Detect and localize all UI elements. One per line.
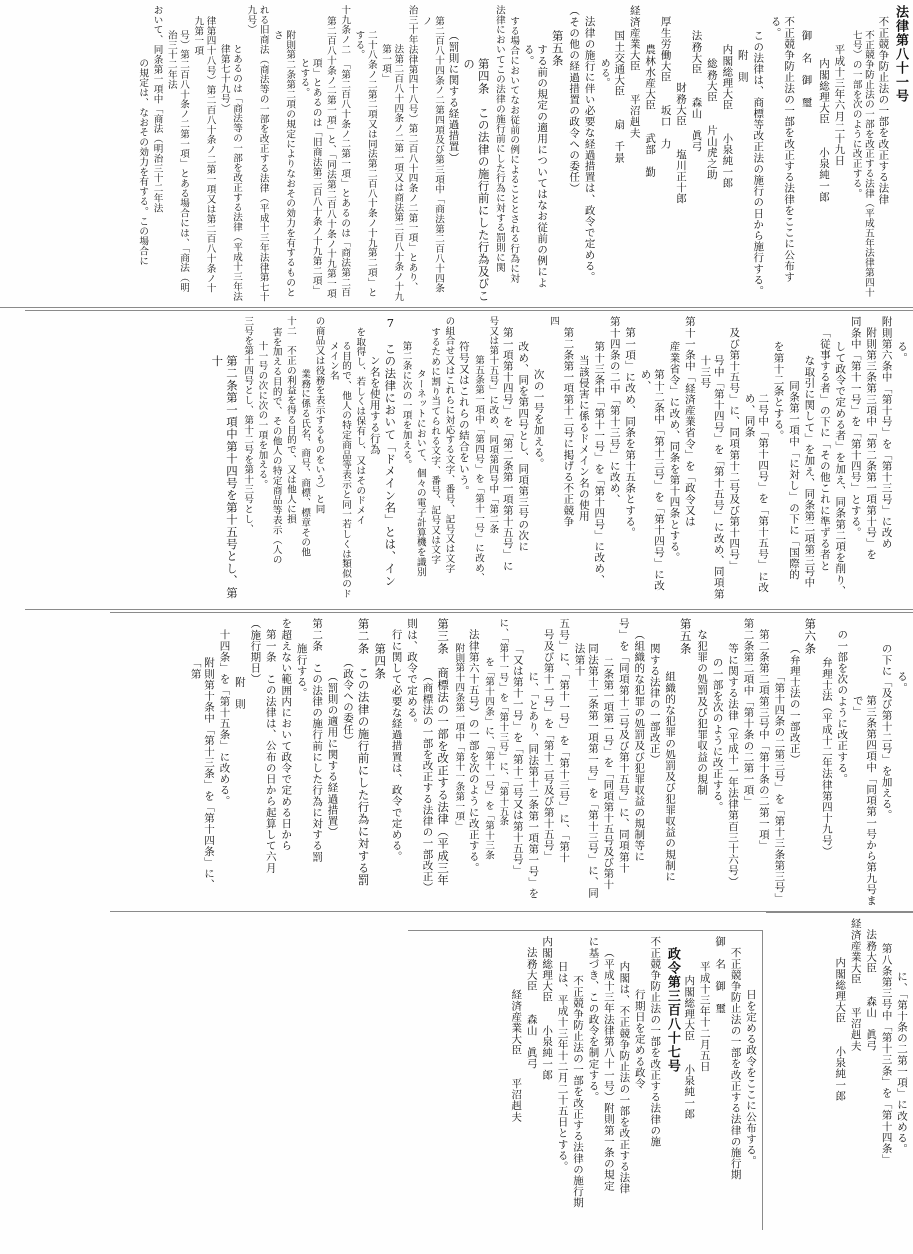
text-column: に、「とあり、同法第十二条第一項第一号」を <box>527 671 540 899</box>
text-column: 平成十三年六月二十九日 <box>833 44 846 167</box>
text-column: 内閣は、不正競争防止法の一部を改正する法律 <box>618 961 631 1195</box>
text-column: 第三条 商標法の一部を改正する法律（平成三年 <box>436 618 451 887</box>
text-column: 同法第十二条第一項第一号」を「第十三号」に、同法第十 <box>573 643 599 899</box>
text-column: 二号中「第十四号」を「第十五号」に改め、同条 <box>743 393 770 593</box>
text-column: この法律は、商標等改正法の施行の日から施行する。 <box>752 30 765 297</box>
text-column: 内閣総理大臣 小泉純一郎 <box>541 936 554 1081</box>
text-column: 内閣総理大臣 小泉純一郎 <box>683 975 696 1120</box>
text-column: 御 名 御 璽 <box>800 30 813 108</box>
text-column: （政令への委任） <box>341 657 354 746</box>
text-column: 号中「第十四号」を「第十五号」に改め、同項第十三号 <box>699 355 725 600</box>
text-column: 第一項」に改め、同条を第十五条とする。 <box>624 327 637 538</box>
text-column: 第一項第十四号」を「第二条第一項第十五号」に <box>501 327 514 572</box>
text-column: 第五条第一項中「第四号」を「第十一号」に改め、 <box>473 355 485 583</box>
text-column: 国土交通大臣 扇 千景 <box>613 30 626 164</box>
text-column: 法務大臣 森山 眞弓 <box>525 947 538 1070</box>
text-column: 五号」に、「第十一号」を「第十三号」に、「第十 <box>558 618 571 863</box>
text-column: するために割り当てられる文字、番号、記号又は文字 <box>429 327 441 565</box>
text-column: 四 <box>547 316 559 326</box>
text-column: 不正競争防止法の一部を改正する法律 <box>877 16 890 205</box>
text-column: れる旧商法（商法等の一部を改正する法律（平成十三年法律第七十九号） <box>245 5 269 302</box>
text-column: 同条中「第十一号」を「第十四号」とする。 <box>849 316 862 538</box>
text-column: 法務大臣 森山 眞弓 <box>865 929 878 1052</box>
text-column: おいて、同条第一項中「商法（明治三十二年法 <box>151 5 163 213</box>
text-column: を「第十四条」に、「第十一号」を「第十三条 <box>483 657 495 861</box>
text-column: る。 <box>896 341 908 364</box>
text-column: 不正競争防止法の一部を改正する法律をここに公布する。 <box>769 16 796 283</box>
text-column: 第二条第一項第十二号に掲げる不正競争 <box>562 327 575 527</box>
text-column: 第二条 この法律の施行前にした行為に対する罰 <box>311 618 324 863</box>
text-column: 第一条 この法律は、公布の日から起算して六月 <box>264 629 277 874</box>
text-column: （その他の経過措置の政令への委任） <box>568 5 581 194</box>
text-column: （組織的な犯罪の処罰及び犯罪収益の規制等に <box>633 629 646 863</box>
text-column: ターネットにおいて、個々の電子計算機を識別 <box>414 369 426 577</box>
text-column: 号及び第十一号」を「第十二号及び第十五号」 <box>542 629 555 863</box>
text-column: 第十一条中「経済産業省令」を「政令又は <box>683 316 696 527</box>
text-column: 附則第三条第三項中「第二条第一項第十号」を <box>865 327 878 561</box>
text-column: る目的で、他人の特定商品等表示と同一若しくは類似のドメイン名 <box>327 341 352 599</box>
text-column: 日は、平成十三年十二月二十五日とする。 <box>556 961 569 1172</box>
text-column: 第五条 <box>550 30 565 67</box>
text-column: 組織的な犯罪の処罰及び犯罪収益の規制に <box>664 671 677 882</box>
text-column: 附則第十四条第一項中「第十一条第一項」 <box>453 643 465 832</box>
text-column: 法律においてこの法律の施行前にした行為に対する罰則に関 <box>493 5 505 273</box>
text-column: 財務大臣 塩川正十郎 <box>675 82 688 205</box>
text-column: 律第四十八号）第二百八十条ノ二第一項又は第二百八十条ノ十九第一項 <box>192 16 216 294</box>
text-column: 第八条第三号中「第十三条」を「第十四条」 <box>880 943 893 1165</box>
text-column: 御 名 御 璽 <box>714 936 727 1014</box>
text-column: 政令第三百八十七号 <box>664 947 680 1073</box>
text-column: 関する法律の一部改正） <box>648 643 661 766</box>
text-column: める。 <box>598 58 610 88</box>
text-column: する場合においてなお従前の例によることとされる行為に対 <box>508 16 520 284</box>
text-column: 附則第六条中「第十号」を「第十三号」に改め <box>880 316 893 550</box>
text-column: 附則第二条第二項の規定によりなおその効力を有するものとさ <box>271 30 296 298</box>
text-column: の一部を次のように改正する。 <box>836 629 849 785</box>
text-column: 号）第二百八十条ノ二第一項」とある場合には、「商法（明治三十二年法 <box>165 30 190 293</box>
text-column: する前の規定の適用についてはなお従前の例による。 <box>522 44 549 289</box>
text-column: 第二条に次の一項を加える。 <box>400 341 412 470</box>
text-column: 十九条ノ二 「第二百八十条ノ二第一項」とあるのは「商法第二百 <box>339 5 351 298</box>
text-column: 経済産業大臣 平沼赳夫 <box>510 989 523 1123</box>
text-column: 第四条 この法律の施行前にした行為及びこの <box>462 58 491 302</box>
text-column: 不正競争防止法の一部を改正する法律（平成五年法律第四十七号）の一部を次のように改正する。 <box>850 30 874 298</box>
text-column: 附 則 <box>233 643 246 710</box>
text-band-1 <box>0 0 913 308</box>
text-column: 号」を「同項第十二号及び第十五号」に、同項第十 <box>617 618 630 874</box>
text-column: 不正競争防止法の一部を改正する法律の施行期 <box>572 975 584 1209</box>
text-column: る。 <box>896 671 908 694</box>
text-column: 十一号の次に次の一項を加える。 <box>256 341 268 490</box>
text-column: 内閣総理大臣 小泉純一郎 <box>817 58 830 203</box>
text-column: 符号又はこれらの結合をいう。 <box>457 341 470 497</box>
text-column: ン名を使用する行為 <box>368 355 381 455</box>
text-column: 第二条第一項中第十四号を第十五号とし、第十 <box>210 355 239 599</box>
text-column: 号又は第十五号」に改め、同項第四号中「第二条 <box>487 316 499 534</box>
text-column: 等に関する法律（平成十一年法律第百三十六号） <box>727 643 740 888</box>
text-column: に基づき、この政令を制定する。 <box>587 936 600 1103</box>
text-column: 第四条 <box>373 643 388 680</box>
text-column: 行期日を定める政令 <box>633 989 646 1089</box>
text-column: 十二 不正の利益を得る目的で、又は他人に損 <box>284 316 296 524</box>
text-column: 「第十四条の二第三号」を「第十三条第三号」 <box>773 671 786 905</box>
text-column: 第十二条中「第十三号」を「第十四号」に改め、 <box>639 369 665 591</box>
text-column: （弁理士法の一部改正） <box>788 643 801 766</box>
text-column: （商標法の一部を改正する法律の一部改正） <box>421 671 434 893</box>
text-column: 第十四条の二中「第十三号」に改め、 <box>608 316 621 505</box>
text-column: 施行する。 <box>295 643 308 699</box>
text-band-4 <box>408 930 763 1230</box>
text-column: 項」とあるのは「旧商法第二百八十条ノ十九第二項」とする。 <box>298 58 322 296</box>
text-band-5 <box>766 912 913 1230</box>
text-column: 平成十三年十二月五日 <box>698 961 711 1072</box>
text-column: 治三十年法律第四十八号）第二百八十四条ノ二第一項」とあり、 <box>406 5 418 293</box>
text-column: 内閣総理大臣 小泉純一郎 <box>721 44 734 189</box>
text-column: 法律第六十五号）の一部を次のように改正する。 <box>467 629 480 874</box>
text-band-3 <box>110 612 913 912</box>
text-column: 第二百八十条ノ二第一項」と、「同法第二百八十条ノ十九第一項 <box>324 16 336 299</box>
text-column: を超えない範囲内において政令で定める日から <box>280 618 293 852</box>
text-column: 第二百八十四条ノ二第四項及び第三項中「商法第二百八十四条ノ <box>420 16 445 294</box>
text-column: を取得し、若しくは保有し、又はそのドメイ <box>354 327 366 525</box>
text-column: 経済産業大臣 平沼赳夫 <box>849 918 862 1052</box>
text-column: 則は、政令で定める。 <box>406 618 419 729</box>
text-column: 第三条第四項中「同項第一号から第九号まで」 <box>851 695 878 906</box>
text-column: な取引に関して」を加え、同条第二項第三号中 <box>803 355 816 589</box>
text-column: に、「第十一号」を「第十三号」に、「第十五条 <box>497 618 509 827</box>
text-column: に、「第十条の二第一項」に改める。 <box>896 971 908 1155</box>
text-column: 法第二百八十四条ノ二第一項又は商法第二百八十条ノ十九第一項」 <box>380 44 404 302</box>
text-band-2 <box>25 310 913 610</box>
text-column: 十四条」を「第十五条」に改める。 <box>218 629 231 807</box>
text-column: 附則第十条中「第十三条」を「第十四条」に、「第 <box>189 657 216 891</box>
text-column: の商品又は役務を表示するものをいう）と同 <box>313 316 325 514</box>
text-column: 行に関して必要な経過措置は、政令で定める。 <box>390 629 403 863</box>
text-column: 厚生労働大臣 坂口 力 <box>659 16 672 150</box>
text-column: 三号を第十四号とし、第十二号を第十三号とし、 <box>242 316 254 534</box>
text-column: 不正競争防止法の一部を改正する法律の施 <box>649 936 662 1147</box>
text-column: 当該侵害に係るドメイン名の使用 <box>577 355 590 522</box>
text-column: 第二条 この法律の施行前にした行為に対する罰 <box>356 618 371 887</box>
text-column: な犯罪の処罰及び犯罪収益の規制 <box>696 629 709 796</box>
text-column: 7 この法律において「ドメイン名」とは、イン <box>383 316 398 587</box>
text-column: 総務大臣 片山虎之助 <box>705 58 718 181</box>
text-column: 「従事する者」の下に「その他これに準ずる者と <box>818 327 831 572</box>
text-column: 第五条 <box>678 618 693 655</box>
text-column: の一部を次のように改正する。 <box>711 657 724 813</box>
text-column: （平成十三年法律第八十一号）附則第一条の規定 <box>602 947 615 1192</box>
text-column: 法務大臣 森山 眞弓 <box>690 30 703 153</box>
text-column: （施行期日） <box>249 618 262 685</box>
text-column: を第十二条とする。 <box>772 341 785 441</box>
text-column: 同条第一項中「に対し」の下に「国際的 <box>787 369 800 580</box>
text-column: 附 則 <box>736 16 749 83</box>
text-column: 害を加える目的で、その他人の特定商品等表示（人の <box>270 327 282 565</box>
text-column: の規定は、なおその効力を有する。この場合に <box>137 58 149 266</box>
text-column: 弁理士法（平成十二年法律第四十九号） <box>820 657 833 857</box>
text-column: 農林水産大臣 武部 勤 <box>644 44 657 178</box>
text-column: 二十八条ノ二第二項又は同法第二百八十条ノ十九第二項」とする。 <box>353 30 377 298</box>
text-column: 改め、同を第四号とし、同項第三号の次に <box>517 341 530 552</box>
text-column: 産業省令」に改め、同条を第十四条とする。 <box>668 341 681 563</box>
text-column: 不正競争防止法の一部を改正する法律の施行期 <box>729 947 742 1181</box>
text-column: （罰則に関する経過措置） <box>447 30 460 164</box>
text-column: 内閣総理大臣 小泉純一郎 <box>834 957 847 1102</box>
text-column: 日を定める政令をここに公布する。 <box>745 989 757 1167</box>
text-column: 法律の施行に伴い必要な経過措置は、政令で定める。 <box>583 16 596 283</box>
text-column: とあるのは「商法等の一部を改正する法律（平成十三年法律第七十九号） <box>218 44 243 302</box>
text-column: 第六条 <box>803 618 818 655</box>
text-column: 「又は第十一号」を「第十二号又は第十五号」 <box>511 643 524 877</box>
text-column: 法律第八十一号 <box>893 5 908 103</box>
text-column: 次の一号を加える。 <box>532 369 545 469</box>
text-column: の組合せ又はこれらに対応する文字、番号、記号又は文字 <box>443 316 455 574</box>
text-column: 経済産業大臣 平沼赳夫 <box>628 5 641 139</box>
text-column: 第二条第二項中「第十条の二第一項」 <box>742 618 755 807</box>
text-column: 業務に係る氏名、商号、商標、標章その他 <box>299 369 311 558</box>
text-column: 第二条第二項第三号中「第十条の二第一項」 <box>757 629 770 851</box>
text-column: の下に「及び第十二号」を加える。 <box>880 643 893 821</box>
text-column: 二条第一項第一号」を「同項第十五号及び第十 <box>602 657 615 891</box>
text-column: 第十三条中「第十一号」を「第十四号」に改め、 <box>593 341 606 586</box>
text-column: して政令で定める者」を加え、同条第二項を削り、 <box>834 341 847 597</box>
text-column: 及び第十五号」に、同項第十二号及び第十四号」 <box>728 327 741 572</box>
text-column: （罰則の適用に関する経過措置） <box>326 671 339 838</box>
